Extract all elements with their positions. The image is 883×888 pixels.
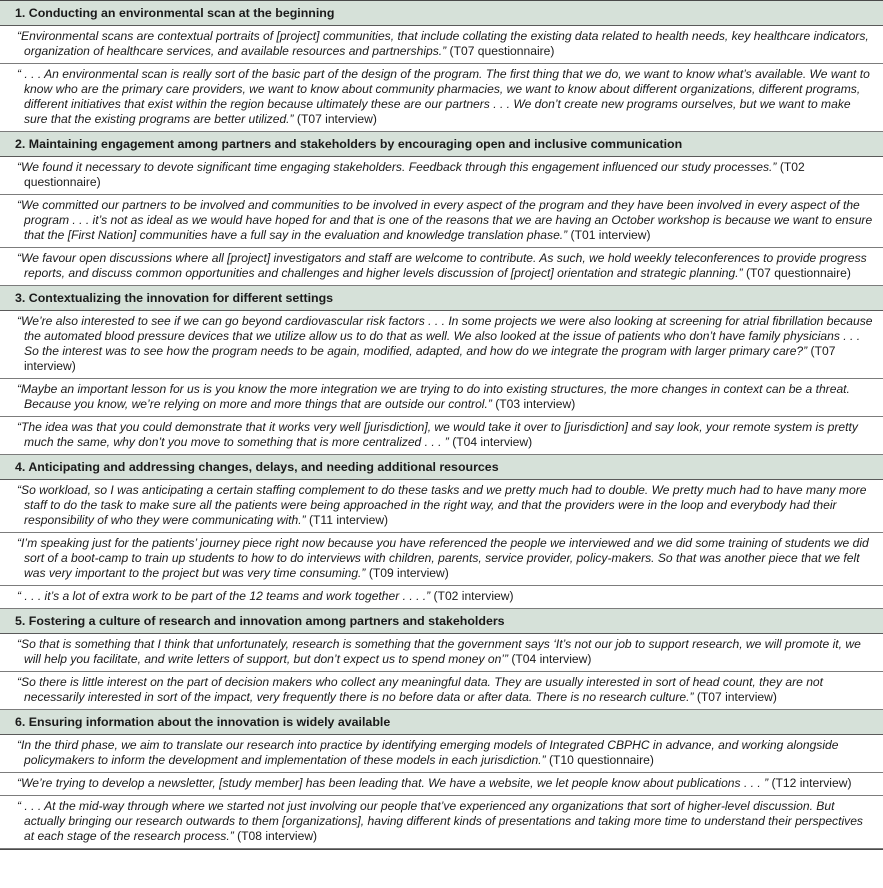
quote-text: “The idea was that you could demonstrate that it works very well [jurisdiction], we would take it over to [jurisdiction] and say look, your remote system is pretty much the same, why don’t you move to something that is more centralized . . . ” — [17, 420, 858, 449]
quote-row — [0, 773, 883, 796]
quote-row — [0, 634, 883, 672]
section-heading: 1. Conducting an environmental scan at the beginning — [0, 1, 883, 26]
quote-row — [0, 796, 883, 849]
quote-text: “ . . . At the mid-way through where we started not just involving our people that’ve experienced any organizations that sort of higher-level discussion. But actually bringing our research outwards to them [organizations], having different kinds of presentations and taking more time to understand their perspectives at each stage of the research process.” — [17, 799, 863, 843]
quote-text: “We committed our partners to be involved and communities to be involved in every aspect of the program and they have been involved in every aspect of the program . . . it’s not as ideal as we would have hoped for and that is one of the reasons that we are having an October workshop is because we want to ensure that the [First Nation] communities have a full say in the evaluation and knowledge translation phase.” — [17, 198, 873, 242]
quote-source: (T01 interview) — [567, 228, 651, 242]
quote-row — [0, 586, 883, 609]
quote-source: (T04 interview) — [508, 652, 592, 666]
quote-source: (T03 interview) — [491, 397, 576, 411]
quote-text: “So that is something that I think that unfortunately, research is something that the government says ‘It’s not our job to support research, we will promote it, we will help you facilitate, and write letters of support, but don’t expect us to spend money on’” — [17, 637, 861, 666]
quote-text: “I’m speaking just for the patients’ journey piece right now because you have referenced the people we interviewed and we did some training of students we did sort of a boot-camp to train up students to how to do interviews with children, parents, service provider, policy-makers. So that was another piece that we felt was very important to the project but was very time consuming.” — [17, 536, 869, 580]
section-heading: 5. Fostering a culture of research and innovation among partners and stakeholders — [0, 609, 883, 634]
quote-row — [0, 248, 883, 286]
quote-source: (T07 questionnaire) — [742, 266, 851, 280]
quote-text: “We favour open discussions where all [project] investigators and staff are welcome to contribute. As such, we hold weekly teleconferences to provide progress reports, and discuss common opportunities and challenges and higher levels discussion of [project] orientation and strategic planning.” — [17, 251, 867, 280]
quote-text: “We’re trying to develop a newsletter, [study member] has been leading that. We have a website, we let people know about publications . . . ” — [17, 776, 769, 790]
section-heading: 4. Anticipating and addressing changes, delays, and needing additional resources — [0, 455, 883, 480]
quote-source: (T04 interview) — [448, 435, 533, 449]
quote-text: “In the third phase, we aim to translate our research into practice by identifying emerging models of Integrated CBPHC in advance, and working alongside policymakers to inform the development and implementation of these models in each jurisdiction.” — [17, 738, 839, 767]
quote-text: “So there is little interest on the part of decision makers who collect any meaningful data. They are usually interested in sort of head count, they are not necessarily interested in sort of the impact, very frequently there is no before data or after data. There is no research culture.” — [17, 675, 824, 704]
quote-source: (T11 interview) — [305, 513, 389, 527]
section-heading: 6. Ensuring information about the innovation is widely available — [0, 710, 883, 735]
quote-source: (T09 interview) — [365, 566, 449, 580]
quote-text: “Environmental scans are contextual portraits of [project] communities, that include collating the existing data related to health needs, key healthcare indicators, organization of healthcare services, and available resources and partnerships.” — [17, 29, 869, 58]
quote-text: “We found it necessary to devote significant time engaging stakeholders. Feedback through this engagement influenced our study processes.” — [17, 160, 777, 174]
quote-source: (T02 interview) — [430, 589, 514, 603]
quote-row — [0, 195, 883, 248]
quote-source: (T10 questionnaire) — [545, 753, 654, 767]
quote-text: “We’re also interested to see if we can go beyond cardiovascular risk factors . . . In some projects we were also looking at screening for atrial fibrillation because the automated blood pressure devices that we utilize allow us to do that as well. We also looked at the issue of patients who don’t have family physicians . . . So the interest was to see how the program needs to be again, modified, adapted, and how do we integrate the program with larger primary care?” — [17, 314, 873, 358]
quote-text: “So workload, so I was anticipating a certain staffing complement to do these tasks and we pretty much had to double. We pretty much had to have many more staff to do the task to make sure all the patients were being approached in the right way, and that the providers were in the loop and everybody had their responsibility of who they were communicating with.” — [17, 483, 867, 527]
quote-text: “Maybe an important lesson for us is you know the more integration we are trying to do into existing structures, the more changes in context can be a threat. Because you know, we’re relying on more and more things that are outside our control.” — [17, 382, 850, 411]
quote-source: (T12 interview) — [768, 776, 852, 790]
quote-row — [0, 735, 883, 773]
quote-row — [0, 311, 883, 379]
quote-source: (T07 interview) — [293, 112, 377, 126]
quote-row — [0, 672, 883, 710]
quote-text: “ . . . it’s a lot of extra work to be part of the 12 teams and work together . . . .” — [17, 589, 431, 603]
quote-row — [0, 379, 883, 417]
quote-source: (T07 questionnaire) — [446, 44, 555, 58]
quote-text: “ . . . An environmental scan is really sort of the basic part of the design of the program. The first thing that we do, we want to know what’s available. We want to know who are the primary care providers, we want to know about community pharmacies, we want to know about different organizations, different programs, different initiatives that exist within the region because ultimately these are our partners . . . We don’t create new programs ourselves, but we want to make sure that the existing programs are better utilized.” — [17, 67, 870, 126]
quote-row — [0, 64, 883, 132]
quote-row — [0, 157, 883, 195]
quote-row — [0, 480, 883, 533]
section-heading: 2. Maintaining engagement among partners and stakeholders by encouraging open and inclusive communication — [0, 132, 883, 157]
quote-row — [0, 533, 883, 586]
quote-source: (T08 interview) — [233, 829, 318, 843]
quote-source: (T07 interview) — [693, 690, 777, 704]
section-heading: 3. Contextualizing the innovation for different settings — [0, 286, 883, 311]
quote-source: (T07 interview) — [24, 344, 836, 373]
quote-source: (T02 questionnaire) — [24, 160, 805, 189]
quote-row — [0, 417, 883, 455]
quote-row — [0, 26, 883, 64]
